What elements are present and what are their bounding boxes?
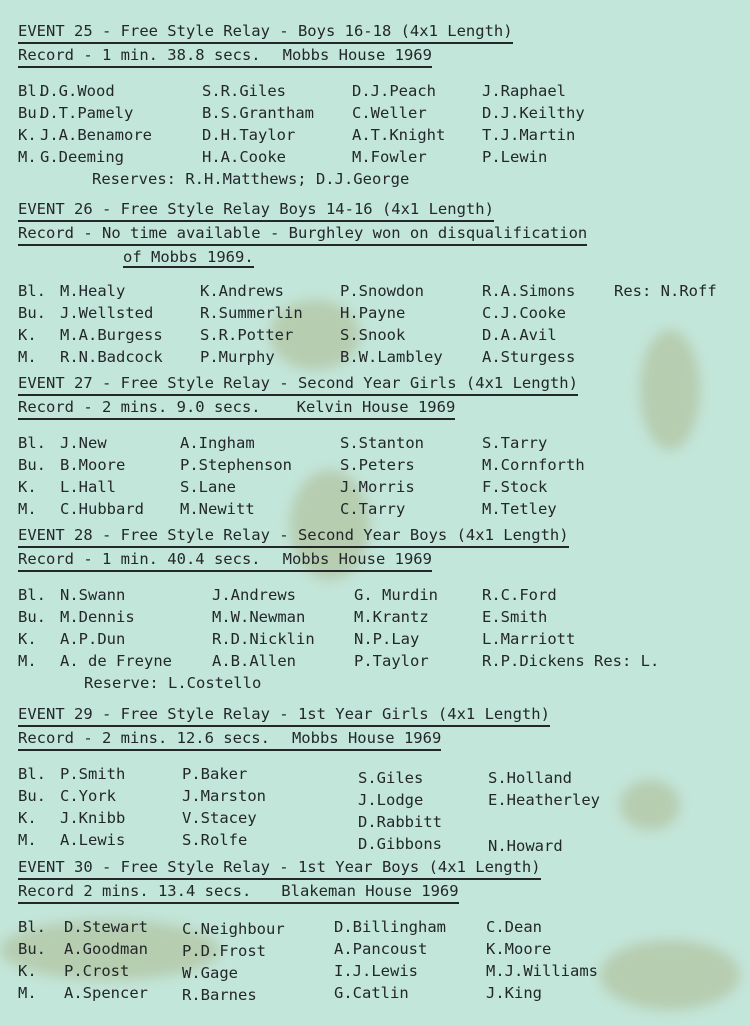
team-row	[18, 763, 738, 785]
swimmer-name: D.Gibbons	[358, 835, 442, 853]
swimmer-name: J.A.Benamore	[40, 126, 152, 144]
swimmer-name: C.Tarry	[340, 500, 406, 518]
swimmer-name: L.Marriott	[482, 630, 576, 648]
swimmer-name: R.N.Badcock	[60, 348, 163, 366]
swimmer-name: H.A.Cooke	[202, 148, 286, 166]
team-list	[18, 80, 738, 168]
event-record: Record - 1 min. 38.8 secs. Mobbs House 1969	[18, 44, 432, 68]
swimmer-name: K.Andrews	[200, 282, 284, 300]
swimmer-name: J.Wellsted	[60, 304, 154, 322]
swimmer-name: L.Hall	[60, 478, 116, 496]
house-code: K.	[18, 809, 37, 827]
swimmer-name: A.Spencer	[64, 984, 148, 1002]
swimmer-name: D.J.Peach	[352, 82, 436, 100]
swimmer-name: J.Raphael	[482, 82, 566, 100]
team-row	[18, 960, 738, 982]
house-code: M.	[18, 348, 37, 366]
team-row	[18, 324, 738, 346]
house-code: M.	[18, 500, 37, 518]
swimmer-name: J.King	[486, 984, 542, 1002]
swimmer-name: R.A.Simons	[482, 282, 576, 300]
house-code: M.	[18, 984, 37, 1002]
swimmer-name: M.A.Burgess	[60, 326, 163, 344]
house-code: M.	[18, 148, 37, 166]
event-26	[18, 198, 738, 368]
house-code: Bu.	[18, 104, 46, 122]
swimmer-name: D.T.Pamely	[40, 104, 134, 122]
team-row	[18, 80, 738, 102]
team-row	[18, 346, 738, 368]
team-row	[18, 916, 738, 938]
team-row	[18, 606, 738, 628]
house-code: M.	[18, 652, 37, 670]
swimmer-name: R.D.Nicklin	[212, 630, 315, 648]
swimmer-name: F.Stock	[482, 478, 548, 496]
swimmer-name: J.Knibb	[60, 809, 126, 827]
swimmer-name: S.Snook	[340, 326, 406, 344]
swimmer-name: M.Fowler	[352, 148, 427, 166]
team-list	[18, 763, 738, 855]
team-row	[18, 454, 738, 476]
team-row	[18, 628, 738, 650]
swimmer-name: T.J.Martin	[482, 126, 576, 144]
team-row	[18, 650, 738, 672]
team-row	[18, 302, 738, 324]
house-code: K.	[18, 478, 37, 496]
team-row	[18, 785, 738, 807]
swimmer-name: G. Murdin	[354, 586, 438, 604]
swimmer-name: D.A.Avil	[482, 326, 557, 344]
swimmer-name: A.T.Knight	[352, 126, 446, 144]
house-code: Bl.	[18, 586, 46, 604]
house-code: Bu.	[18, 456, 46, 474]
swimmer-name: S.R.Giles	[202, 82, 286, 100]
house-code: M.	[18, 831, 37, 849]
swimmer-name: M.Dennis	[60, 608, 135, 626]
team-row	[18, 982, 738, 1004]
swimmer-name: A.B.Allen	[212, 652, 296, 670]
team-list	[18, 584, 738, 672]
swimmer-name: A.Lewis	[60, 831, 126, 849]
swimmer-name: E.Smith	[482, 608, 548, 626]
event-record: Record 2 mins. 13.4 secs. Blakeman House 1969	[18, 880, 459, 904]
swimmer-name: M.Newitt	[180, 500, 255, 518]
event-25	[18, 20, 738, 190]
swimmer-name: P.Stephenson	[180, 456, 292, 474]
swimmer-name: I.J.Lewis	[334, 962, 418, 980]
house-code: K.	[18, 126, 37, 144]
house-code: Bl.	[18, 82, 46, 100]
swimmer-name: M.Krantz	[354, 608, 429, 626]
swimmer-name: J.New	[60, 434, 107, 452]
event-record: Record - 1 min. 40.4 secs. Mobbs House 1969	[18, 548, 432, 572]
swimmer-name: A.Ingham	[180, 434, 255, 452]
house-code: Bu.	[18, 940, 46, 958]
swimmer-name: S.Stanton	[340, 434, 424, 452]
swimmer-name: R.Summerlin	[200, 304, 303, 322]
team-row	[18, 102, 738, 124]
swimmer-name: D.Rabbitt	[358, 813, 442, 831]
swimmer-name: P.D.Frost	[182, 942, 266, 960]
swimmer-name: C.Neighbour	[182, 920, 285, 938]
swimmer-name: S.Giles	[358, 769, 424, 787]
event-title: EVENT 30 - Free Style Relay - 1st Year Boys (4x1 Length)	[18, 856, 541, 880]
event-29	[18, 703, 738, 855]
swimmer-name: D.G.Wood	[40, 82, 115, 100]
swimmer-name: H.Payne	[340, 304, 406, 322]
swimmer-name: P.Taylor	[354, 652, 429, 670]
event-title: EVENT 26 - Free Style Relay Boys 14-16 (4x1 Length)	[18, 198, 494, 222]
swimmer-name: C.Weller	[352, 104, 427, 122]
event-record-continued: of Mobbs 1969.	[123, 248, 254, 266]
reserves-line: Reserves: R.H.Matthews; D.J.George	[92, 170, 410, 188]
swimmer-name: A.Sturgess	[482, 348, 576, 366]
team-row	[18, 807, 738, 829]
team-row	[18, 584, 738, 606]
event-27	[18, 372, 738, 520]
swimmer-name: J.Andrews	[212, 586, 296, 604]
house-code: Bl.	[18, 918, 46, 936]
swimmer-name: N.Howard	[488, 837, 563, 855]
swimmer-name: P.Snowdon	[340, 282, 424, 300]
swimmer-name: K.Moore	[486, 940, 552, 958]
swimmer-name: J.Morris	[340, 478, 415, 496]
house-code: Bl.	[18, 434, 46, 452]
swimmer-name: N.P.Lay	[354, 630, 420, 648]
swimmer-name: P.Crost	[64, 962, 130, 980]
house-code: Bl.	[18, 282, 46, 300]
event-title: EVENT 25 - Free Style Relay - Boys 16-18 (4x1 Length)	[18, 20, 513, 44]
swimmer-name: A.Pancoust	[334, 940, 428, 958]
swimmer-name: E.Heatherley	[488, 791, 600, 809]
swimmer-name: D.H.Taylor	[202, 126, 296, 144]
swimmer-name: C.Hubbard	[60, 500, 144, 518]
swimmer-name: C.J.Cooke	[482, 304, 566, 322]
swimmer-name: M.Tetley	[482, 500, 557, 518]
house-code: Bl.	[18, 765, 46, 783]
event-title: EVENT 28 - Free Style Relay - Second Year Boys (4x1 Length)	[18, 524, 569, 548]
swimmer-name: A.P.Dun	[60, 630, 126, 648]
event-30	[18, 856, 738, 1004]
swimmer-name: S.Holland	[488, 769, 572, 787]
swimmer-name: R.C.Ford	[482, 586, 557, 604]
swimmer-name: P.Murphy	[200, 348, 275, 366]
swimmer-name: A. de Freyne	[60, 652, 172, 670]
swimmer-name: M.Cornforth	[482, 456, 585, 474]
swimmer-name: B.W.Lambley	[340, 348, 443, 366]
swimmer-name: A.Goodman	[64, 940, 148, 958]
event-record: Record - No time available - Burghley won on disqualification	[18, 222, 587, 246]
swimmer-name: R.Barnes	[182, 986, 257, 1004]
swimmer-name: B.S.Grantham	[202, 104, 314, 122]
team-list	[18, 916, 738, 1004]
swimmer-name: D.Stewart	[64, 918, 148, 936]
event-record: Record - 2 mins. 9.0 secs. Kelvin House 1969	[18, 396, 455, 420]
event-title: EVENT 29 - Free Style Relay - 1st Year Girls (4x1 Length)	[18, 703, 550, 727]
swimmer-name: S.Tarry	[482, 434, 548, 452]
team-row	[18, 938, 738, 960]
swimmer-name: W.Gage	[182, 964, 238, 982]
swimmer-name: P.Lewin	[482, 148, 548, 166]
reserves-line: Reserve: L.Costello	[84, 674, 262, 692]
swimmer-name: D.Billingham	[334, 918, 446, 936]
swimmer-name: G.Catlin	[334, 984, 409, 1002]
house-code: Bu.	[18, 787, 46, 805]
swimmer-name: J.Lodge	[358, 791, 424, 809]
team-row	[18, 498, 738, 520]
swimmer-name: D.J.Keilthy	[482, 104, 585, 122]
swimmer-name: P.Baker	[182, 765, 248, 783]
house-code: K.	[18, 326, 37, 344]
swimmer-name: P.Smith	[60, 765, 126, 783]
team-row	[18, 432, 738, 454]
team-row	[18, 476, 738, 498]
swimmer-name: M.Healy	[60, 282, 126, 300]
swimmer-name: G.Deeming	[40, 148, 124, 166]
swimmer-name: S.R.Potter	[200, 326, 294, 344]
swimmer-name: S.Rolfe	[182, 831, 248, 849]
swimmer-name: V.Stacey	[182, 809, 257, 827]
house-code: Bu.	[18, 304, 46, 322]
swimmer-name: S.Peters	[340, 456, 415, 474]
team-row	[18, 829, 738, 855]
team-row	[18, 124, 738, 146]
house-code: K.	[18, 962, 37, 980]
swimmer-name: M.W.Newman	[212, 608, 306, 626]
house-code: Bu.	[18, 608, 46, 626]
swimmer-name: S.Lane	[180, 478, 236, 496]
swimmer-name: R.P.Dickens Res: L.	[482, 652, 660, 670]
swimmer-name: M.J.Williams	[486, 962, 598, 980]
house-code: K.	[18, 630, 37, 648]
swimmer-name: J.Marston	[182, 787, 266, 805]
swimmer-name: N.Swann	[60, 586, 126, 604]
team-list	[18, 280, 738, 368]
event-record: Record - 2 mins. 12.6 secs. Mobbs House 1969	[18, 727, 441, 751]
team-row	[18, 146, 738, 168]
event-title: EVENT 27 - Free Style Relay - Second Year Girls (4x1 Length)	[18, 372, 578, 396]
swimmer-name: C.Dean	[486, 918, 542, 936]
team-row	[18, 280, 738, 302]
reserve-note: Res: N.Roff	[614, 282, 717, 300]
team-list	[18, 432, 738, 520]
swimmer-name: C.York	[60, 787, 116, 805]
event-28	[18, 524, 738, 694]
swimmer-name: B.Moore	[60, 456, 126, 474]
